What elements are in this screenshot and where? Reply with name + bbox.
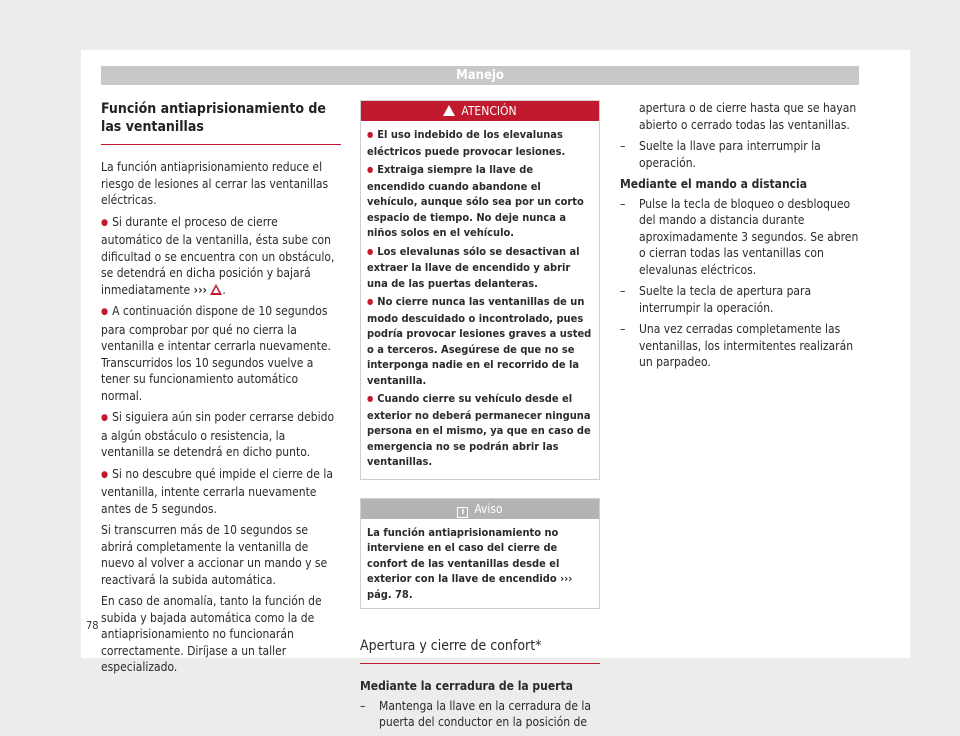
column-middle bbox=[360, 100, 600, 736]
warning-box-body bbox=[361, 121, 599, 479]
reference-arrows[interactable]: ››› bbox=[193, 282, 207, 297]
warning-item: ● Extraiga siempre la llave de encendido cuando abandone el vehículo, aunque sólo sea por un corto espacio de tiempo. No deje nunca a niños solos en el vehículo. bbox=[367, 162, 593, 241]
page-reference-link[interactable]: ››› pág. 78. bbox=[367, 572, 573, 601]
subheading: Mediante la cerradura de la puerta bbox=[360, 679, 573, 693]
warning-icon bbox=[443, 105, 455, 116]
section-header: Manejo bbox=[101, 66, 859, 85]
note-text: La función antiaprisionamiento no interviene en el caso del cierre de confort de las ventanillas desde el exterior con la llave de encendido bbox=[367, 525, 560, 585]
bullet-item: ● Si no descubre qué impide el cierre de la ventanilla, intente cerrarla nuevamente antes de 5 segundos. bbox=[101, 466, 341, 518]
warning-icon bbox=[210, 284, 222, 295]
page-number: 78 bbox=[86, 619, 99, 632]
warning-box-header bbox=[361, 101, 599, 121]
section-heading-2: Apertura y cierre de confort* bbox=[360, 637, 600, 664]
intro-paragraph: La función antiaprisionamiento reduce el riesgo de lesiones al cerrar las ventanillas eléctricas. bbox=[101, 160, 329, 207]
bullet-item: ● A continuación dispone de 10 segundos para comprobar por qué no cierra la ventanilla e intentar cerrarla nuevamente. Transcurridos los 10 segundos vuelve a tener su funcionamiento automático normal. bbox=[101, 303, 341, 404]
warning-item: ● No cierre nunca las ventanillas de un modo descuidado o incontrolado, pues podría provocar lesiones graves a usted o a terceros. Asegúrese de que no se interponga nadie en el recorrido de la ventanilla. bbox=[367, 294, 593, 388]
warning-item: ● Los elevalunas sólo se desactivan al extraer la llave de encendido y abrir una de las puertas delanteras. bbox=[367, 244, 593, 292]
step-continuation: apertura o de cierre hasta que se hayan abierto o cerrado todas las ventanillas. bbox=[639, 101, 857, 132]
column-left bbox=[101, 100, 341, 681]
column-right bbox=[620, 100, 860, 376]
note-box-header bbox=[361, 499, 599, 519]
bullet-item: ● Si siguiera aún sin poder cerrarse debido a algún obstáculo o resistencia, la ventanilla se detendrá en dicho punto. bbox=[101, 409, 341, 461]
step-item: – Suelte la tecla de apertura para interrumpir la operación. bbox=[620, 283, 860, 316]
bullet-text: Si durante el proceso de cierre automático de la ventanilla, ésta sube con dificultad o se encuentra con un obstáculo, se detendrá en dicha posición y bajará inmediatamente bbox=[101, 214, 335, 297]
body-paragraph: En caso de anomalía, tanto la función de subida y bajada automática como la de antiaprisionamiento no funcionarán correctamente. Diríjase a un taller especializado. bbox=[101, 594, 322, 674]
note-box bbox=[360, 498, 600, 610]
note-box-body bbox=[361, 519, 599, 609]
step-item: – Suelte la llave para interrumpir la operación. bbox=[620, 138, 860, 171]
warning-item: ● Cuando cierre su vehículo desde el exterior no deberá permanecer ninguna persona en el mismo, ya que en caso de emergencia no se podrán abrir las ventanillas. bbox=[367, 391, 593, 470]
warning-title: ATENCIÓN bbox=[461, 104, 517, 118]
step-item: – Una vez cerradas completamente las ventanillas, los intermitentes realizarán un parpadeo. bbox=[620, 321, 860, 371]
subheading: Mediante el mando a distancia bbox=[620, 177, 808, 191]
step-item: – Pulse la tecla de bloqueo o desbloqueo del mando a distancia durante aproximadamente 3 segundos. Se abren o cierran todas las ventanillas con elevalunas eléctricos. bbox=[620, 196, 860, 279]
body-paragraph: Si transcurren más de 10 segundos se abrirá completamente la ventanilla de nuevo al volver a accionar un mando y se reactivará la subida automática. bbox=[101, 523, 328, 587]
section-heading: Función antiaprisionamiento de las ventanillas bbox=[101, 100, 341, 145]
info-icon: i bbox=[457, 507, 468, 518]
bullet-item: ● Si durante el proceso de cierre automático de la ventanilla, ésta sube con dificultad o se encuentra con un obstáculo, se detendrá en dicha posición y bajará inmediatamente ››› . bbox=[101, 214, 341, 299]
note-title: Aviso bbox=[474, 501, 503, 516]
warning-item: ● El uso indebido de los elevalunas eléctricos puede provocar lesiones. bbox=[367, 127, 593, 159]
step-item: – Mantenga la llave en la cerradura de la puerta del conductor en la posición de bbox=[360, 698, 600, 731]
warning-box bbox=[360, 100, 600, 480]
